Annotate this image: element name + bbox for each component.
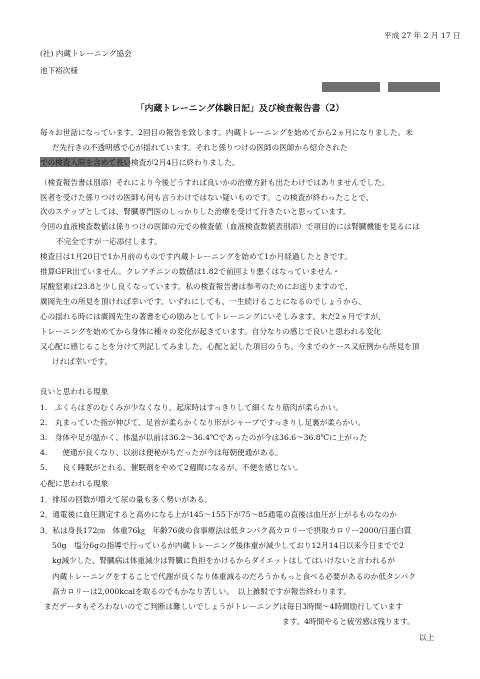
- worry-tail-line: ます。4時間やると疲労感は残ります。: [282, 617, 415, 626]
- paragraph-line: （検査報告書は別添）それにより今後どうすれば良いかの治療方針も出たわけではありませんでした。: [40, 178, 390, 187]
- worry-item: 内蔵トレーニングをすることで代謝が良くなり体重減るのだろうかもっと食べる必要があるのか低タンパク: [52, 572, 416, 581]
- worry-item: 3．私は身長172㎝ 体重76㎏ 年齢76歳の食事療法は低タンパク高カロリーで摂取カロリー2000/日蛋白質: [40, 526, 412, 535]
- closing-text: 以上: [419, 633, 435, 642]
- paragraph-line: 毎々お世話になっています。2回目の報告を致します。内蔵トレーニングを始めてから2ヵ月になりました。未: [40, 128, 413, 137]
- redaction-block: [322, 82, 380, 92]
- good-item: 4. 便通が良くなり、以前は便秘がちだったが今は毎朝便通がある。: [40, 448, 283, 457]
- paragraph-line: 不完全ですが一応添付します。: [56, 237, 162, 246]
- organization-name: (社) 内蔵トレーニング協会: [40, 49, 132, 58]
- good-item: 1. ふくらはぎのむくみが少なくなり、起床時はすっきりして細くなり筋肉が柔らかい。: [40, 403, 343, 412]
- worry-item: 高カロリーは2,000kcalを取るのでもかなり苦しい。 以上雑駁ですが報告終わります。: [52, 587, 351, 596]
- paragraph-line: 尿酸窒素は23.8と少し良くなっています。私の検査報告書は参考のためにお送りますので、: [40, 282, 353, 291]
- paragraph-line: 推算GFR出ていません。クレアチニンの数値は1.82で前回より悪くはなっていません・: [40, 267, 340, 276]
- paragraph-line: 医者を受けた係りつけの医師も何も言うわけではない疑いものです。この検査が終わったことで、: [40, 193, 374, 202]
- paragraph-line: トレーニングを始めてから身体に種々の変化が起きています。自分なりの感じで良いと思われる変化: [40, 327, 381, 336]
- paragraph-line: 今回の血液検査数値は係りつけの医師の元での検査値（血液検査数値表別添）で項目的には腎臓機能を見るには: [40, 222, 420, 231]
- good-item: 2. 丸まっていた指が伸びて、足首が柔らかくなり形がシャープですっきりし足裏が柔らかい。: [40, 418, 366, 427]
- paragraph-line: ければ幸いです。: [52, 357, 113, 366]
- good-item: 5. 良く睡眠がとれる、催眠剤をやめて2週間になるが、不便を感じない。: [40, 463, 303, 472]
- paragraph-line: だ先行きの不透明感で心が揺れています。それと係りつけの医師の医師から紹介された: [52, 143, 348, 152]
- good-section-heading: 良いと思われる現象: [40, 387, 109, 396]
- worry-section-heading: 心配に思われる現象: [40, 479, 109, 488]
- recipient-name: 池下裕次様: [40, 66, 78, 75]
- document-title: 「内蔵トレーニング体験日記」及び検査報告書（2）: [135, 104, 345, 114]
- paragraph-line: 又心配に感じることを分けて列記してみました。心配と記した項目のうち、今までのケース又症例から所見を頂: [40, 342, 420, 351]
- document-date: 平成 27 年 2 月 17 日: [384, 31, 461, 40]
- good-item: 3. 身体や足が温かく、体温が以前は36.2～36.4℃であったのが今は36.6～36.8℃に上がった: [40, 433, 368, 442]
- worry-item: 1．排尿の回数が増えて尿の量も多く勢いがある。: [40, 495, 212, 504]
- redaction-block: [388, 82, 440, 92]
- worry-tail-line: まだデータもそろわないのでご判断は難しいでしょうがトレーニングは毎日3時間～4時間励行しています: [44, 602, 403, 611]
- paragraph-line: での検査入院を含めて長い検査が2月4日に終わりました。: [40, 158, 240, 167]
- worry-item: 2．通電後に血圧測定すると高めになる上が145～155下が75～85通電の直後は血圧が上がるものなのか: [40, 510, 397, 519]
- paragraph-line: 廣岡先生の所見を頂ければ幸いです。いずれにしても、一生続けることになるのでしょうから、: [40, 297, 366, 306]
- worry-item: 50g 塩分6gの指導で行っているが内蔵トレーニング後体重が減少しており12月14日以来今日までで2: [52, 541, 404, 550]
- worry-item: kg減少した、腎臓病は体重減少は腎臓に負担をかけるからダイエットはしてはいけないと言われるが: [52, 556, 395, 565]
- paragraph-line: 心の揺れる時には廣岡先生の著書を心の励みとしてトレーニングにいそしみます。未だ2ヵ月ですが、: [40, 312, 386, 321]
- paragraph-line: 検査日は1月20日で1か月前のものです内蔵トレーニングを始めて1か月経過したときです。: [40, 252, 352, 261]
- paragraph-line: 次のステップとしては、腎臓専門医のしっかりした治療を受けて行きたいと思っています。: [40, 207, 351, 216]
